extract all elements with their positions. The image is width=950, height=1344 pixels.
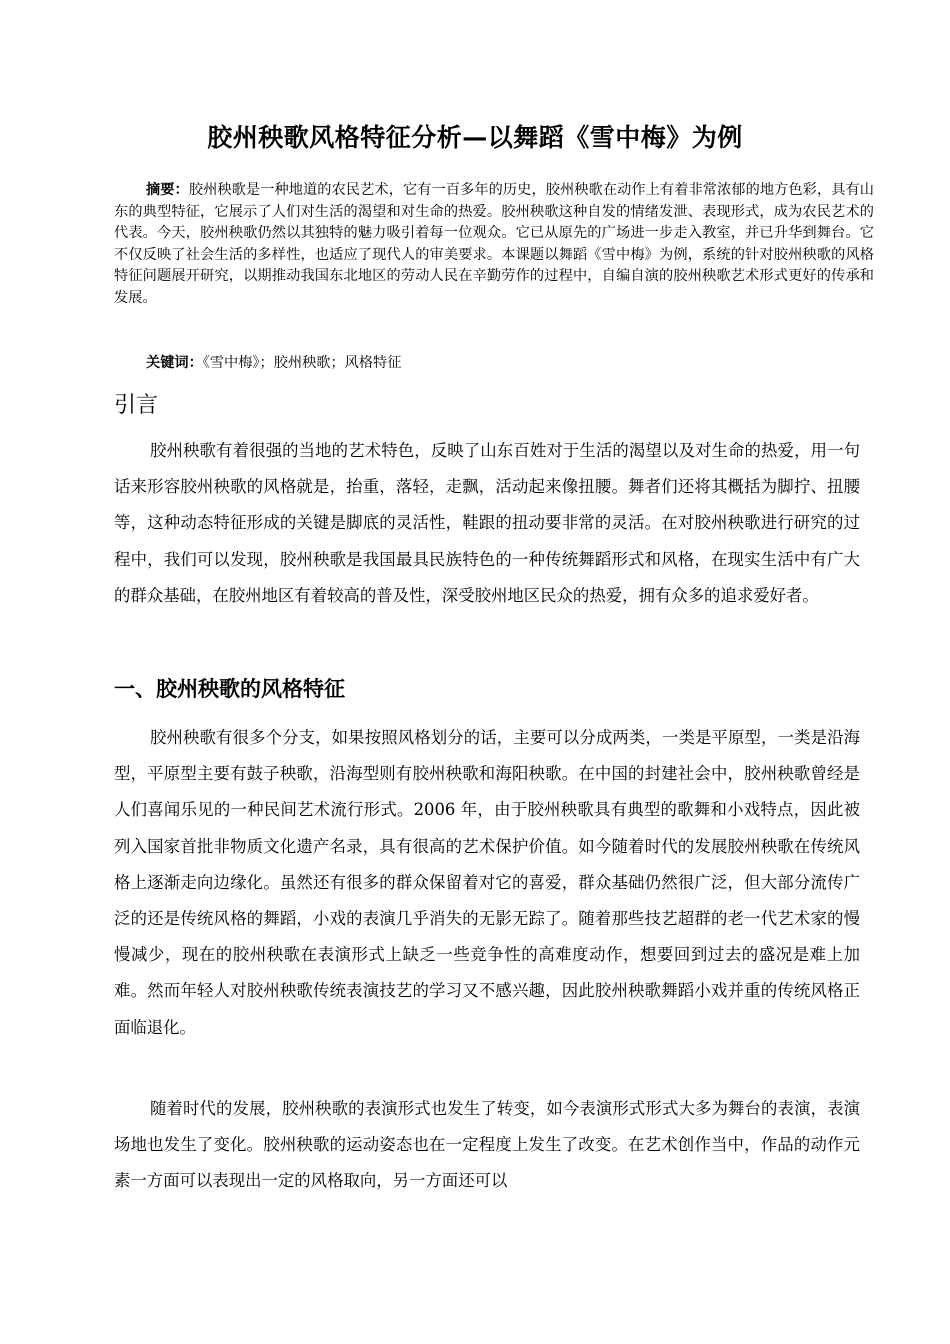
keywords-label: 关键词： xyxy=(146,355,203,371)
keywords-text: 《雪中梅》；胶州秧歌；风格特征 xyxy=(202,355,402,371)
section1-paragraph: 随着时代的发展，胶州秧歌的表演形式也发生了转变，如今表演形式形式大多为舞台的表演，表演场地也发生了变化。胶州秧歌的运动姿态也在一定程度上发生了改变。在艺术创作当中，作品的动作元素一方面可以表现出一定的风格取向，另一方面还可以 xyxy=(114,1099,860,1191)
section1-heading: 一、胶州秧歌的风格特征 xyxy=(114,677,345,701)
intro-heading: 引言 xyxy=(114,393,159,418)
keywords xyxy=(146,352,874,374)
abstract xyxy=(114,180,874,310)
intro-paragraph: 胶州秧歌有着很强的当地的艺术特色，反映了山东百姓对于生活的渴望以及对生命的热爱，用一句话来形容胶州秧歌的风格就是，抬重，落轻，走飘，活动起来像扭腰。舞者们还将其概括为脚拧、扭腰等，这种动态特征形成的关键是脚底的灵活性，鞋跟的扭动要非常的灵活。在对胶州秧歌进行研究的过程中，我们可以发现，胶州秧歌是我国最具民族特色的一种传统舞蹈形式和风格，在现实生活中有广大的群众基础，在胶州地区有着较高的普及性，深受胶州地区民众的热爱，拥有众多的追求爱好者。 xyxy=(114,441,860,605)
paper-title: 胶州秧歌风格特征分析—以舞蹈《雪中梅》为例 xyxy=(207,123,743,152)
section1-paragraph: 胶州秧歌有很多个分支，如果按照风格划分的话，主要可以分成两类，一类是平原型，一类是沿海型，平原型主要有鼓子秧歌，沿海型则有胶州秧歌和海阳秧歌。在中国的封建社会中，胶州秧歌曾经是人们喜闻乐见的一种民间艺术流行形式。2006 年，由于胶州秧歌具有典型的歌舞和小戏特点，因此被列入国家首批非物质文化遗产名录，具有很高的艺术保护价值。如今随着时代的发展胶州秧歌在传统风格上逐渐走向边缘化。虽然还有很多的群众保留着对它的喜爱，群众基础仍然很广泛，但大部分流传广泛的还是传统风格的舞蹈，小戏的表演几乎消失的无影无踪了。随着那些技艺超群的老一代艺术家的慢慢减少，现在的胶州秧歌在表演形式上缺乏一些竞争性的高难度动作，想要回到过去的盛况是难上加难。然而年轻人对胶州秧歌传统表演技艺的学习又不感兴趣，因此胶州秧歌舞蹈小戏并重的传统风格正面临退化。 xyxy=(114,728,860,1037)
abstract-label: 摘要： xyxy=(146,182,189,198)
abstract-text: 胶州秧歌是一种地道的农民艺术，它有一百多年的历史，胶州秧歌在动作上有着非常浓郁的地方色彩，具有山东的典型特征，它展示了人们对生活的渴望和对生命的热爱。胶州秧歌这种自发的情绪发泄、表现形式，成为农民艺术的代表。今天，胶州秧歌仍然以其独特的魅力吸引着每一位观众。它已从原先的广场进一步走入教室，并已升华到舞台。它不仅反映了社会生活的多样性，也适应了现代人的审美要求。本课题以舞蹈《雪中梅》为例，系统的针对胶州秧歌的风格特征问题展开研究，以期推动我国东北地区的劳动人民在辛勤劳作的过程中，自编自演的胶州秧歌艺术形式更好的传承和发展。 xyxy=(114,182,874,306)
